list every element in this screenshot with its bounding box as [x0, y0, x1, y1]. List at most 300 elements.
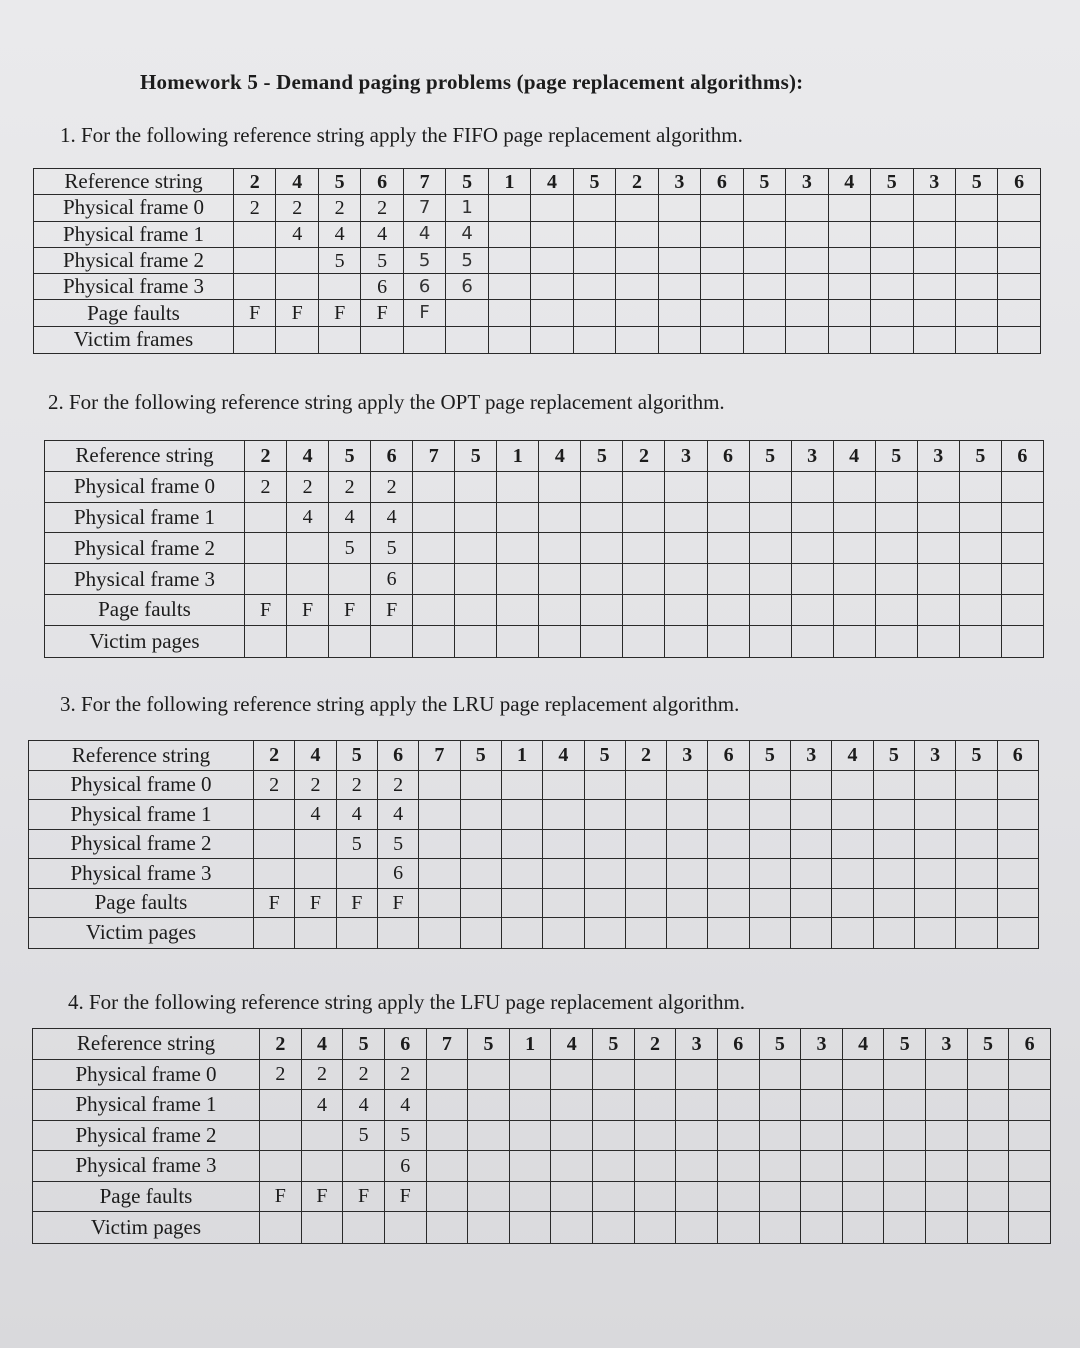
- frame-cell: [488, 247, 530, 273]
- fault-cell: [616, 300, 658, 326]
- fault-cell: [875, 594, 917, 625]
- reference-cell: 5: [759, 1029, 801, 1060]
- physical-frame-1-row: [34, 221, 1041, 247]
- victim-cell: [665, 625, 707, 657]
- frame-cell: [497, 564, 539, 595]
- reference-cell: 5: [959, 441, 1001, 472]
- fault-cell: [625, 888, 666, 918]
- frame-cell: [245, 564, 287, 595]
- frame-cell: [509, 1059, 551, 1090]
- frame-cell: [801, 1090, 843, 1121]
- frame-cell: [926, 1120, 968, 1151]
- frame-cell: [915, 859, 956, 889]
- reference-cell: 5: [468, 1029, 510, 1060]
- fault-cell: [833, 594, 875, 625]
- reference-cell: 5: [749, 441, 791, 472]
- frame-cell: [551, 1120, 593, 1151]
- frame-cell: [245, 502, 287, 533]
- frame-cell: 4: [287, 502, 329, 533]
- frame-cell: [915, 829, 956, 859]
- victim-cell: [1009, 1212, 1051, 1244]
- reference-cell: 5: [749, 741, 790, 771]
- frame-cell: [707, 564, 749, 595]
- victim-cell: [759, 1212, 801, 1244]
- reference-cell: 5: [873, 741, 914, 771]
- victim-cell: [234, 326, 276, 353]
- frame-cell: [616, 247, 658, 273]
- fault-cell: F: [377, 888, 418, 918]
- frame-cell: [501, 859, 542, 889]
- fault-cell: [967, 1181, 1009, 1212]
- fault-cell: [573, 300, 615, 326]
- frame-cell: [658, 274, 700, 300]
- frame-cell: [749, 471, 791, 502]
- victim-cell: [329, 625, 371, 657]
- reference-cell: 7: [413, 441, 455, 472]
- reference-cell: 3: [676, 1029, 718, 1060]
- frame-cell: 4: [384, 1090, 426, 1121]
- frame-cell: [955, 247, 997, 273]
- physical-frame-3-row: [33, 1151, 1051, 1182]
- reference-cell: 2: [254, 741, 295, 771]
- frame-cell: 6: [361, 274, 403, 300]
- frame-cell: [623, 471, 665, 502]
- frame-cell: [543, 770, 584, 800]
- fault-cell: [488, 300, 530, 326]
- victim-cell: [676, 1212, 718, 1244]
- frame-cell: [749, 800, 790, 830]
- reference-cell: 6: [1001, 441, 1043, 472]
- frame-cell: [543, 800, 584, 830]
- reference-cell: 4: [833, 441, 875, 472]
- frame-cell: [509, 1090, 551, 1121]
- victim-cell: [254, 918, 295, 949]
- fault-cell: [956, 888, 997, 918]
- row-label: Reference string: [29, 741, 254, 771]
- frame-cell: 4: [446, 221, 488, 247]
- reference-cell: 1: [488, 169, 530, 195]
- fault-cell: [801, 1181, 843, 1212]
- row-label: Physical frame 2: [33, 1120, 260, 1151]
- frame-cell: [959, 502, 1001, 533]
- fault-cell: [623, 594, 665, 625]
- victim-cell: [276, 326, 318, 353]
- reference-cell: 5: [329, 441, 371, 472]
- fault-cell: F: [336, 888, 377, 918]
- victim-cell: [343, 1212, 385, 1244]
- frame-cell: [884, 1120, 926, 1151]
- row-label: Reference string: [34, 169, 234, 195]
- row-label: Physical frame 0: [33, 1059, 260, 1090]
- frame-cell: [460, 829, 501, 859]
- frame-cell: [708, 800, 749, 830]
- frame-cell: [871, 247, 913, 273]
- frame-cell: [791, 502, 833, 533]
- frame-cell: [336, 859, 377, 889]
- frame-cell: [539, 533, 581, 564]
- victim-cell: [871, 326, 913, 353]
- frame-cell: [301, 1120, 343, 1151]
- frame-cell: [676, 1120, 718, 1151]
- fault-cell: [913, 300, 955, 326]
- reference-cell: 4: [276, 169, 318, 195]
- frame-cell: [967, 1120, 1009, 1151]
- frame-cell: [743, 247, 785, 273]
- frame-cell: 5: [446, 247, 488, 273]
- victim-cell: [917, 625, 959, 657]
- victim-cell: [377, 918, 418, 949]
- frame-cell: [625, 770, 666, 800]
- row-label: Physical frame 3: [33, 1151, 260, 1182]
- fault-cell: [581, 594, 623, 625]
- frame-cell: [956, 859, 997, 889]
- frame-cell: [884, 1151, 926, 1182]
- frame-cell: [955, 195, 997, 221]
- victim-cell: [801, 1212, 843, 1244]
- physical-frame-2-row: [45, 533, 1044, 564]
- victim-cell: [584, 918, 625, 949]
- frame-cell: 4: [276, 221, 318, 247]
- frame-cell: [967, 1090, 1009, 1121]
- victim-cell: [531, 326, 573, 353]
- fault-cell: [468, 1181, 510, 1212]
- frame-cell: [287, 564, 329, 595]
- frame-cell: [623, 564, 665, 595]
- victim-cell: [634, 1212, 676, 1244]
- frame-cell: [543, 829, 584, 859]
- row-label: Page faults: [33, 1181, 260, 1212]
- frame-cell: 4: [377, 800, 418, 830]
- frame-cell: [791, 564, 833, 595]
- frame-cell: 2: [343, 1059, 385, 1090]
- fault-cell: [917, 594, 959, 625]
- frame-cell: [581, 564, 623, 595]
- physical-frame-2-row: [33, 1120, 1051, 1151]
- victim-cell: [581, 625, 623, 657]
- frame-cell: 4: [336, 800, 377, 830]
- victim-cell: [707, 625, 749, 657]
- frame-cell: [701, 221, 743, 247]
- frame-cell: [743, 221, 785, 247]
- lru-table: [28, 740, 1039, 949]
- frame-cell: [551, 1059, 593, 1090]
- frame-cell: 2: [301, 1059, 343, 1090]
- frame-cell: 4: [301, 1090, 343, 1121]
- victim-cell: [245, 625, 287, 657]
- page-faults-row: [34, 300, 1041, 326]
- frame-cell: [801, 1120, 843, 1151]
- frame-cell: [842, 1059, 884, 1090]
- frame-cell: [998, 195, 1040, 221]
- fault-cell: F: [384, 1181, 426, 1212]
- frame-cell: [701, 274, 743, 300]
- frame-cell: 6: [384, 1151, 426, 1182]
- frame-cell: [455, 533, 497, 564]
- frame-cell: [318, 274, 360, 300]
- frame-cell: [759, 1120, 801, 1151]
- victim-cell: [786, 326, 828, 353]
- frame-cell: [634, 1151, 676, 1182]
- fault-cell: [665, 594, 707, 625]
- fault-cell: F: [329, 594, 371, 625]
- frame-cell: [959, 533, 1001, 564]
- frame-cell: [551, 1151, 593, 1182]
- frame-cell: [509, 1151, 551, 1182]
- victim-cell: [959, 625, 1001, 657]
- frame-cell: [701, 195, 743, 221]
- frame-cell: 6: [371, 564, 413, 595]
- reference-cell: 5: [573, 169, 615, 195]
- frame-cell: [501, 800, 542, 830]
- frame-cell: 4: [295, 800, 336, 830]
- fault-cell: [871, 300, 913, 326]
- victim-cell: [287, 625, 329, 657]
- victim-cell: [623, 625, 665, 657]
- frame-cell: [871, 274, 913, 300]
- physical-frame-2-row: [29, 829, 1039, 859]
- frame-cell: [634, 1120, 676, 1151]
- victim-cell: [336, 918, 377, 949]
- fault-cell: [749, 594, 791, 625]
- victim-cell: [301, 1212, 343, 1244]
- fault-cell: [832, 888, 873, 918]
- frame-cell: [234, 221, 276, 247]
- reference-cell: 6: [997, 741, 1038, 771]
- frame-cell: [913, 195, 955, 221]
- reference-cell: 7: [419, 741, 460, 771]
- fault-cell: [707, 594, 749, 625]
- frame-cell: 6: [446, 274, 488, 300]
- frame-cell: [1009, 1059, 1051, 1090]
- reference-cell: 4: [551, 1029, 593, 1060]
- frame-cell: [573, 221, 615, 247]
- reference-cell: 5: [875, 441, 917, 472]
- frame-cell: [743, 195, 785, 221]
- frame-cell: [743, 274, 785, 300]
- reference-cell: 3: [667, 741, 708, 771]
- frame-cell: [1001, 471, 1043, 502]
- fault-cell: [749, 888, 790, 918]
- frame-cell: [917, 533, 959, 564]
- frame-cell: [426, 1059, 468, 1090]
- frame-cell: [581, 533, 623, 564]
- row-label: Physical frame 3: [34, 274, 234, 300]
- frame-cell: 1: [446, 195, 488, 221]
- frame-cell: [584, 770, 625, 800]
- reference-cell: 2: [260, 1029, 302, 1060]
- fault-cell: [543, 888, 584, 918]
- frame-cell: [460, 800, 501, 830]
- frame-cell: 4: [329, 502, 371, 533]
- frame-cell: [260, 1120, 302, 1151]
- frame-cell: [801, 1059, 843, 1090]
- frame-cell: [419, 770, 460, 800]
- frame-cell: [276, 247, 318, 273]
- frame-cell: 2: [260, 1059, 302, 1090]
- frame-cell: [665, 564, 707, 595]
- victim-cell: [884, 1212, 926, 1244]
- physical-frame-1-row: [29, 800, 1039, 830]
- frame-cell: [455, 502, 497, 533]
- row-label: Victim pages: [33, 1212, 260, 1244]
- physical-frame-0-row: [33, 1059, 1051, 1090]
- victim-cell: [708, 918, 749, 949]
- frame-cell: [616, 221, 658, 247]
- frame-cell: 2: [336, 770, 377, 800]
- fault-cell: [791, 888, 832, 918]
- physical-frame-3-row: [29, 859, 1039, 889]
- frame-cell: [707, 471, 749, 502]
- victim-cell: [842, 1212, 884, 1244]
- frame-cell: 5: [361, 247, 403, 273]
- reference-cell: 5: [871, 169, 913, 195]
- frame-cell: [791, 859, 832, 889]
- frame-cell: [791, 770, 832, 800]
- fault-cell: F: [361, 300, 403, 326]
- frame-cell: [871, 195, 913, 221]
- frame-cell: [759, 1059, 801, 1090]
- frame-cell: [497, 471, 539, 502]
- victim-cell: [460, 918, 501, 949]
- victim-cell: [616, 326, 658, 353]
- frame-cell: [460, 770, 501, 800]
- frame-cell: [759, 1151, 801, 1182]
- frame-cell: [959, 471, 1001, 502]
- reference-cell: 6: [371, 441, 413, 472]
- physical-frame-1-row: [45, 502, 1044, 533]
- frame-cell: 4: [318, 221, 360, 247]
- frame-cell: [828, 221, 870, 247]
- victim-cell: [593, 1212, 635, 1244]
- frame-cell: [665, 471, 707, 502]
- frame-cell: [967, 1151, 1009, 1182]
- fault-cell: [828, 300, 870, 326]
- frame-cell: [509, 1120, 551, 1151]
- reference-cell: 3: [913, 169, 955, 195]
- victim-cell: [833, 625, 875, 657]
- row-label: Physical frame 2: [45, 533, 245, 564]
- frame-cell: 6: [377, 859, 418, 889]
- frame-cell: [717, 1059, 759, 1090]
- row-label: Page faults: [45, 594, 245, 625]
- fault-cell: [676, 1181, 718, 1212]
- row-label: Physical frame 0: [29, 770, 254, 800]
- fault-cell: [1009, 1181, 1051, 1212]
- frame-cell: 2: [276, 195, 318, 221]
- frame-cell: [997, 770, 1038, 800]
- fault-cell: [531, 300, 573, 326]
- fault-cell: [593, 1181, 635, 1212]
- frame-cell: [245, 533, 287, 564]
- frame-cell: [658, 247, 700, 273]
- frame-cell: [616, 274, 658, 300]
- victim-cell: [539, 625, 581, 657]
- page-faults-row: [29, 888, 1039, 918]
- frame-cell: [623, 502, 665, 533]
- victim-cell: [701, 326, 743, 353]
- frame-cell: [786, 247, 828, 273]
- fault-cell: [955, 300, 997, 326]
- victim-cell: [501, 918, 542, 949]
- frame-cell: [625, 829, 666, 859]
- frame-cell: 4: [403, 221, 445, 247]
- frame-cell: [997, 800, 1038, 830]
- problem-2-prompt: 2. For the following reference string apply the OPT page replacement algorithm.: [48, 390, 725, 414]
- reference-cell: 5: [593, 1029, 635, 1060]
- frame-cell: [539, 471, 581, 502]
- frame-cell: [833, 471, 875, 502]
- victim-cell: [455, 625, 497, 657]
- reference-cell: 7: [426, 1029, 468, 1060]
- frame-cell: [997, 829, 1038, 859]
- frame-cell: 2: [234, 195, 276, 221]
- frame-cell: 4: [371, 502, 413, 533]
- frame-cell: [625, 859, 666, 889]
- frame-cell: [917, 471, 959, 502]
- reference-cell: 1: [509, 1029, 551, 1060]
- reference-cell: 4: [301, 1029, 343, 1060]
- frame-cell: [455, 471, 497, 502]
- victim-cell: [873, 918, 914, 949]
- frame-cell: [413, 471, 455, 502]
- victim-cell: [956, 918, 997, 949]
- reference-string-row: [29, 741, 1039, 771]
- victim-cell: [384, 1212, 426, 1244]
- frame-cell: [708, 859, 749, 889]
- frame-cell: 5: [377, 829, 418, 859]
- frame-cell: [455, 564, 497, 595]
- frame-cell: [234, 247, 276, 273]
- frame-cell: 5: [403, 247, 445, 273]
- frame-cell: [343, 1151, 385, 1182]
- frame-cell: 6: [403, 274, 445, 300]
- reference-cell: 5: [884, 1029, 926, 1060]
- frame-cell: [749, 533, 791, 564]
- reference-cell: 4: [832, 741, 873, 771]
- frame-cell: [658, 221, 700, 247]
- frame-cell: [419, 800, 460, 830]
- frame-cell: [287, 533, 329, 564]
- frame-cell: [531, 221, 573, 247]
- reference-cell: 2: [625, 741, 666, 771]
- frame-cell: [791, 533, 833, 564]
- row-label: Physical frame 2: [34, 247, 234, 273]
- reference-cell: 2: [245, 441, 287, 472]
- row-label: Physical frame 2: [29, 829, 254, 859]
- frame-cell: [967, 1059, 1009, 1090]
- victim-cell: [295, 918, 336, 949]
- frame-cell: [426, 1151, 468, 1182]
- victim-cell: [573, 326, 615, 353]
- row-label: Physical frame 3: [29, 859, 254, 889]
- frame-cell: [593, 1120, 635, 1151]
- frame-cell: [786, 221, 828, 247]
- victim-cell: [791, 918, 832, 949]
- row-label: Physical frame 1: [34, 221, 234, 247]
- physical-frame-3-row: [45, 564, 1044, 595]
- frame-cell: [832, 829, 873, 859]
- victim-cell: [717, 1212, 759, 1244]
- row-label: Physical frame 0: [45, 471, 245, 502]
- frame-cell: [667, 829, 708, 859]
- frame-cell: [667, 800, 708, 830]
- reference-cell: 4: [287, 441, 329, 472]
- frame-cell: [531, 195, 573, 221]
- frame-cell: [833, 564, 875, 595]
- opt-table: [44, 440, 1044, 658]
- reference-cell: 5: [343, 1029, 385, 1060]
- row-label: Reference string: [45, 441, 245, 472]
